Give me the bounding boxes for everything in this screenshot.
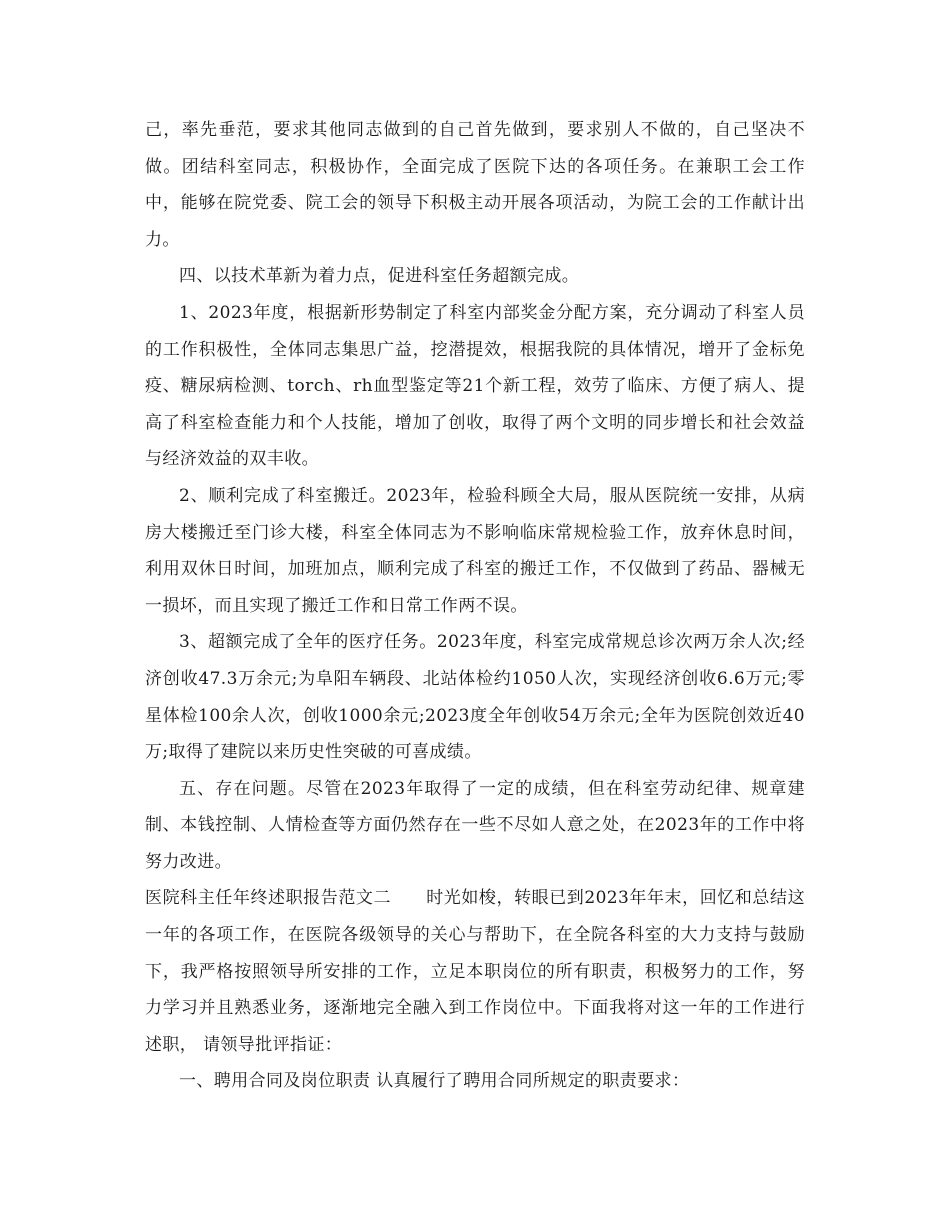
paragraph-report-two-intro: 医院科主任年终述职报告范文二 时光如梭，转眼已到2023年年末，回忆和总结这一年的各项工作，在医院各级领导的关心与帮助下，在全院各科室的大力支持与鼓励下，我严格按照领导所安排的工作，立足本职岗位的所有职责，积极努力的工作，努力学习并且熟悉业务，逐渐地完全融入到工作岗位中。下面我将对这一年的工作进行述职， 请领导批评指证： [145, 888, 805, 1055]
paragraph-teamwork: 己，率先垂范，要求其他同志做到的自己首先做到，要求别人不做的，自己坚决不做。团结科室同志，积极协作，全面完成了医院下达的各项任务。在兼职工会工作中，能够在院党委、院工会的领导下积极主动开展各项活动，为院工会的工作献计出力。 [145, 120, 805, 250]
paragraph-section-one-contract: 一、聘用合同及岗位职责 认真履行了聘用合同所规定的职责要求： [179, 1071, 690, 1092]
document-body [145, 112, 805, 1100]
paragraph-section-five: 五、存在问题。尽管在2023年取得了一定的成绩，但在科室劳动纪律、规章建制、本钱控制、人情检查等方面仍然存在一些不尽如人意之处，在2023年的工作中将努力改进。 [145, 778, 805, 872]
paragraph-item-3: 3、超额完成了全年的医疗任务。2023年度，科室完成常规总诊次两万余人次;经济创收47.3万余元;为阜阳车辆段、北站体检约1050人次，实现经济创收6.6万元;零星体检100余人次，创收1000余元;2023度全年创收54万余元;全年为医院创效近40万;取得了建院以来历史性突破的可喜成绩。 [145, 632, 805, 763]
paragraph-item-1: 1、2023年度，根据新形势制定了科室内部奖金分配方案，充分调动了科室人员的工作积极性，全体同志集思广益，挖潜提效，根据我院的具体情况，增开了金标免疫、糖尿病检测、torch、rh血型鉴定等21个新工程，效劳了临床、方便了病人、提高了科室检查能力和个人技能，增加了创收，取得了两个文明的同步增长和社会效益与经济效益的双丰收。 [145, 302, 805, 470]
paragraph-section-four-heading: 四、以技术革新为着力点，促进科室任务超额完成。 [179, 266, 580, 287]
paragraph-item-2: 2、顺利完成了科室搬迁。2023年，检验科顾全大局，服从医院统一安排，从病房大楼搬迁至门诊大楼，科室全体同志为不影响临床常规检验工作，放弃休息时间，利用双休日时间，加班加点，顺利完成了科室的搬迁工作，不仅做到了药品、器械无一损坏，而且实现了搬迁工作和日常工作两不误。 [145, 485, 805, 616]
